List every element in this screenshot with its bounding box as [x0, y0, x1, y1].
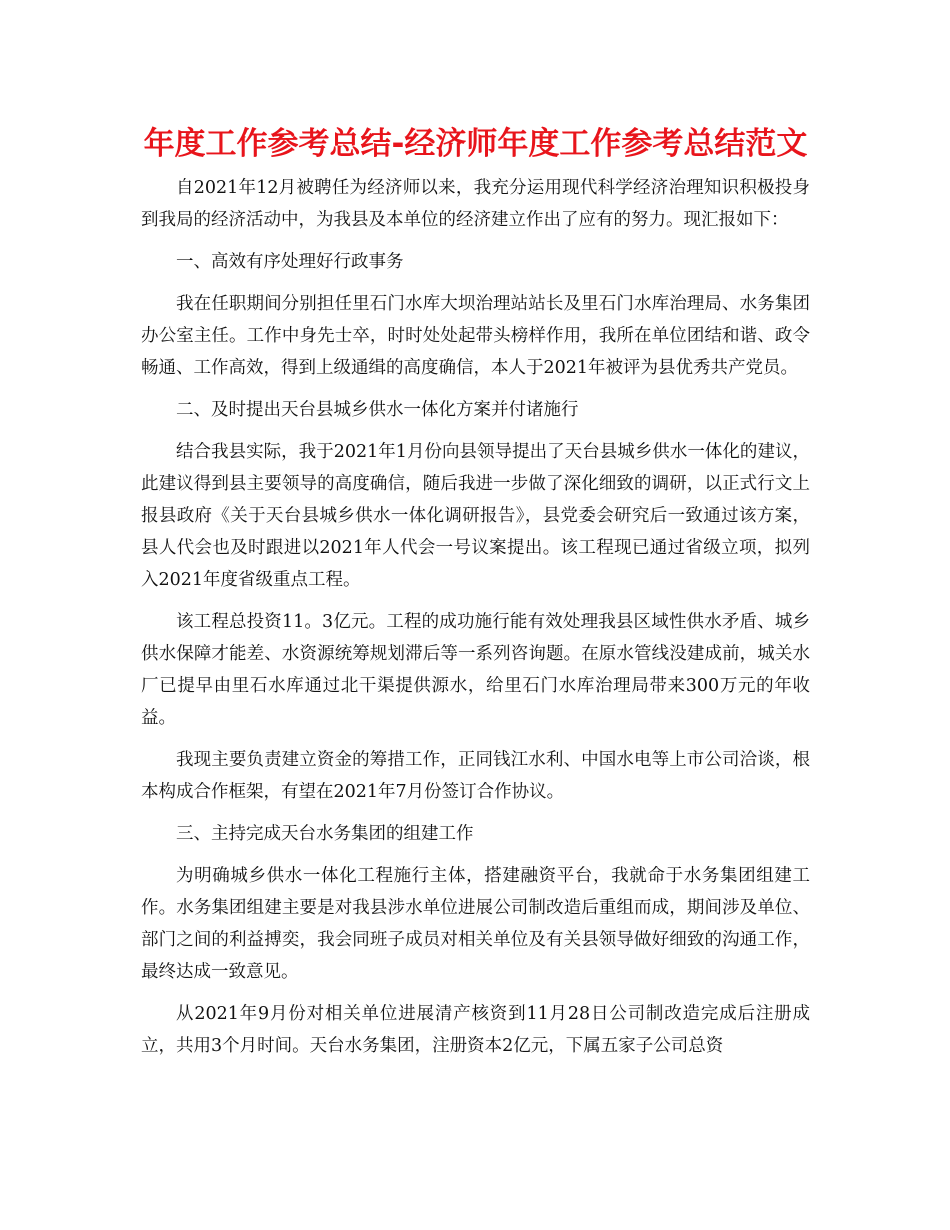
paragraph-project-investment: 该工程总投资11。3亿元。工程的成功施行能有效处理我县区域性供水矛盾、城乡供水保障才能差、水资源统筹规划滞后等一系列咨询题。在原水管线没建成前，城关水厂已提早由里石水库通过北干渠提供源水，给里石门水库治理局带来300万元的年收益。 [141, 612, 810, 728]
section-heading-3: 三、主持完成天台水务集团的组建工作 [176, 824, 474, 844]
document-title: 年度工作参考总结-经济师年度工作参考总结范文 [143, 126, 808, 162]
section-heading-1: 一、高效有序处理好行政事务 [176, 252, 404, 272]
paragraph-intro: 自2021年12月被聘任为经济师以来，我充分运用现代科学经济治理知识积极投身到我局的经济活动中，为我县及本单位的经济建立作出了应有的努力。现汇报如下： [141, 178, 810, 230]
paragraph-admin-duties: 我在任职期间分别担任里石门水库大坝治理站站长及里石门水库治理局、水务集团办公室主任。工作中身先士卒，时时处处起带头榜样作用，我所在单位团结和谐、政令畅通、工作高效，得到上级通缉的高度确信，本人于2021年被评为县优秀共产党员。 [141, 294, 810, 378]
paragraph-fundraising: 我现主要负责建立资金的筹措工作，正同钱江水利、中国水电等上市公司洽谈，根本构成合作框架，有望在2021年7月份签订合作协议。 [141, 750, 810, 802]
paragraph-water-supply-proposal: 结合我县实际，我于2021年1月份向县领导提出了天台县城乡供水一体化的建议，此建议得到县主要领导的高度确信，随后我进一步做了深化细致的调研，以正式行文上报县政府《关于天台县城乡供水一体化调研报告》，县党委会研究后一致通过该方案，县人代会也及时跟进以2021年人代会一号议案提出。该工程现已通过省级立项，拟列入2021年度省级重点工程。 [141, 442, 810, 590]
paragraph-registration: 从2021年9月份对相关单位进展清产核资到11月28日公司制改造完成后注册成立，共用3个月时间。天台水务集团，注册资本2亿元，下属五家子公司总资 [141, 1004, 810, 1056]
paragraph-group-formation: 为明确城乡供水一体化工程施行主体，搭建融资平台，我就命于水务集团组建工作。水务集团组建主要是对我县涉水单位进展公司制改造后重组而成，期间涉及单位、部门之间的利益搏奕，我会同班子成员对相关单位及有关县领导做好细致的沟通工作，最终达成一致意见。 [141, 866, 810, 982]
section-heading-2: 二、及时提出天台县城乡供水一体化方案并付诸施行 [176, 400, 579, 420]
